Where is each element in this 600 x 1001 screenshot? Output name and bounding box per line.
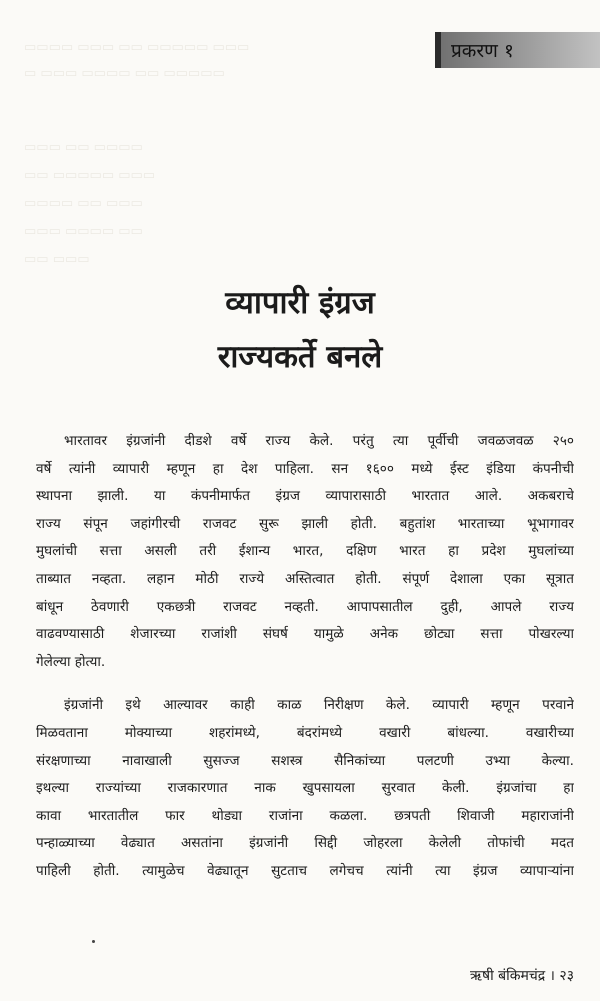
bleed-through-texture: ▭▭▭ ▭▭ ▭▭▭▭	[24, 140, 143, 155]
print-speck	[92, 940, 95, 943]
chapter-tab-stripe	[435, 32, 441, 68]
text-line: कावा भारतातील फार थोड्या राजांना कळला. छत्रपती शिवाजी महाराजांनी	[36, 807, 574, 824]
text-line: भारतावर इंग्रजांनी दीडशे वर्षे राज्य केले. परंतु त्या पूर्वीची जवळजवळ २५०	[64, 433, 574, 449]
bleed-through-texture: ▭▭▭ ▭▭▭▭ ▭▭	[24, 224, 143, 239]
text-line: वाढवण्यासाठी शेजारच्या राजांशी संघर्ष यामुळे अनेक छोट्या सत्ता पोखरल्या	[36, 626, 574, 643]
text-line: इथल्या राज्यांच्या राजकारणात नाक खुपसायला सुरवात केली. इंग्रजांचा हा	[36, 780, 574, 797]
bleed-through-texture: ▭▭▭▭ ▭▭ ▭▭▭	[24, 196, 143, 211]
chapter-tab	[435, 32, 600, 68]
text-line: इंग्रजांनी इथे आल्यावर काही काळ निरीक्षण केले. व्यापारी म्हणून परवाने	[64, 697, 574, 714]
text-line: ताब्यात नव्हता. लहान मोठी राज्ये अस्तित्वात होती. संपूर्ण देशाला एका सूत्रात	[36, 570, 574, 587]
text-line: वर्षे त्यांनी व्यापारी म्हणून हा देश पाहिला. सन १६०० मध्ये ईस्ट इंडिया कंपनीची	[36, 460, 574, 477]
bleed-through-texture: ▭▭ ▭▭▭▭▭ ▭▭▭	[24, 168, 156, 183]
text-line: मुघलांची सत्ता असली तरी ईशान्य भारत, दक्षिण भारत हा प्रदेश मुघलांच्या	[36, 543, 574, 560]
bleed-through-texture: ▭▭ ▭▭▭	[24, 252, 90, 267]
text-line: संरक्षणाच्या नावाखाली सुसज्ज सशस्त्र सैनिकांच्या पलटणी उभ्या केल्या.	[36, 752, 574, 769]
page-footer: ऋषी बंकिमचंद्र । २३	[470, 968, 574, 984]
bleed-through-texture: ▭▭▭▭ ▭▭▭ ▭▭ ▭▭▭▭▭ ▭▭▭	[24, 40, 250, 55]
chapter-label: प्रकरण १	[451, 40, 514, 62]
text-line: बांधून ठेवणारी एकछत्री राजवट नव्हती. आपापसातील दुही, आपले राज्य	[36, 598, 574, 615]
chapter-title	[0, 276, 600, 384]
chapter-title-line-1: व्यापारी इंग्रज	[225, 285, 375, 321]
text-line: पाहिली होती. त्यामुळेच वेढ्यातून सुटताच लगेचच त्यांनी त्या इंग्रज व्यापाऱ्यांना	[36, 862, 574, 879]
bleed-through-texture: ▭ ▭▭▭ ▭▭▭▭ ▭▭ ▭▭▭▭▭	[24, 66, 225, 81]
text-line: पन्हाळ्याच्या वेढ्यात असतांना इंग्रजांनी सिद्दी जोहरला केलेली तोफांची मदत	[36, 835, 574, 852]
text-line: राज्य संपून जहांगीरची राजवट सुरू झाली होती. बहुतांश भारताच्या भूभागावर	[36, 515, 574, 532]
text-line: गेलेल्या होत्या.	[36, 653, 106, 670]
chapter-title-line-2: राज्यकर्ते बनले	[217, 339, 383, 375]
paragraph-1	[36, 428, 574, 676]
text-line: स्थापना झाली. या कंपनीमार्फत इंग्रज व्यापारासाठी भारतात आले. अकबराचे	[36, 488, 574, 505]
paragraph-2	[36, 692, 574, 885]
body-text	[36, 428, 574, 902]
text-line: मिळवताना मोक्याच्या शहरांमध्ये, बंदरांमध्ये वखारी बांधल्या. वखारीच्या	[36, 724, 574, 741]
